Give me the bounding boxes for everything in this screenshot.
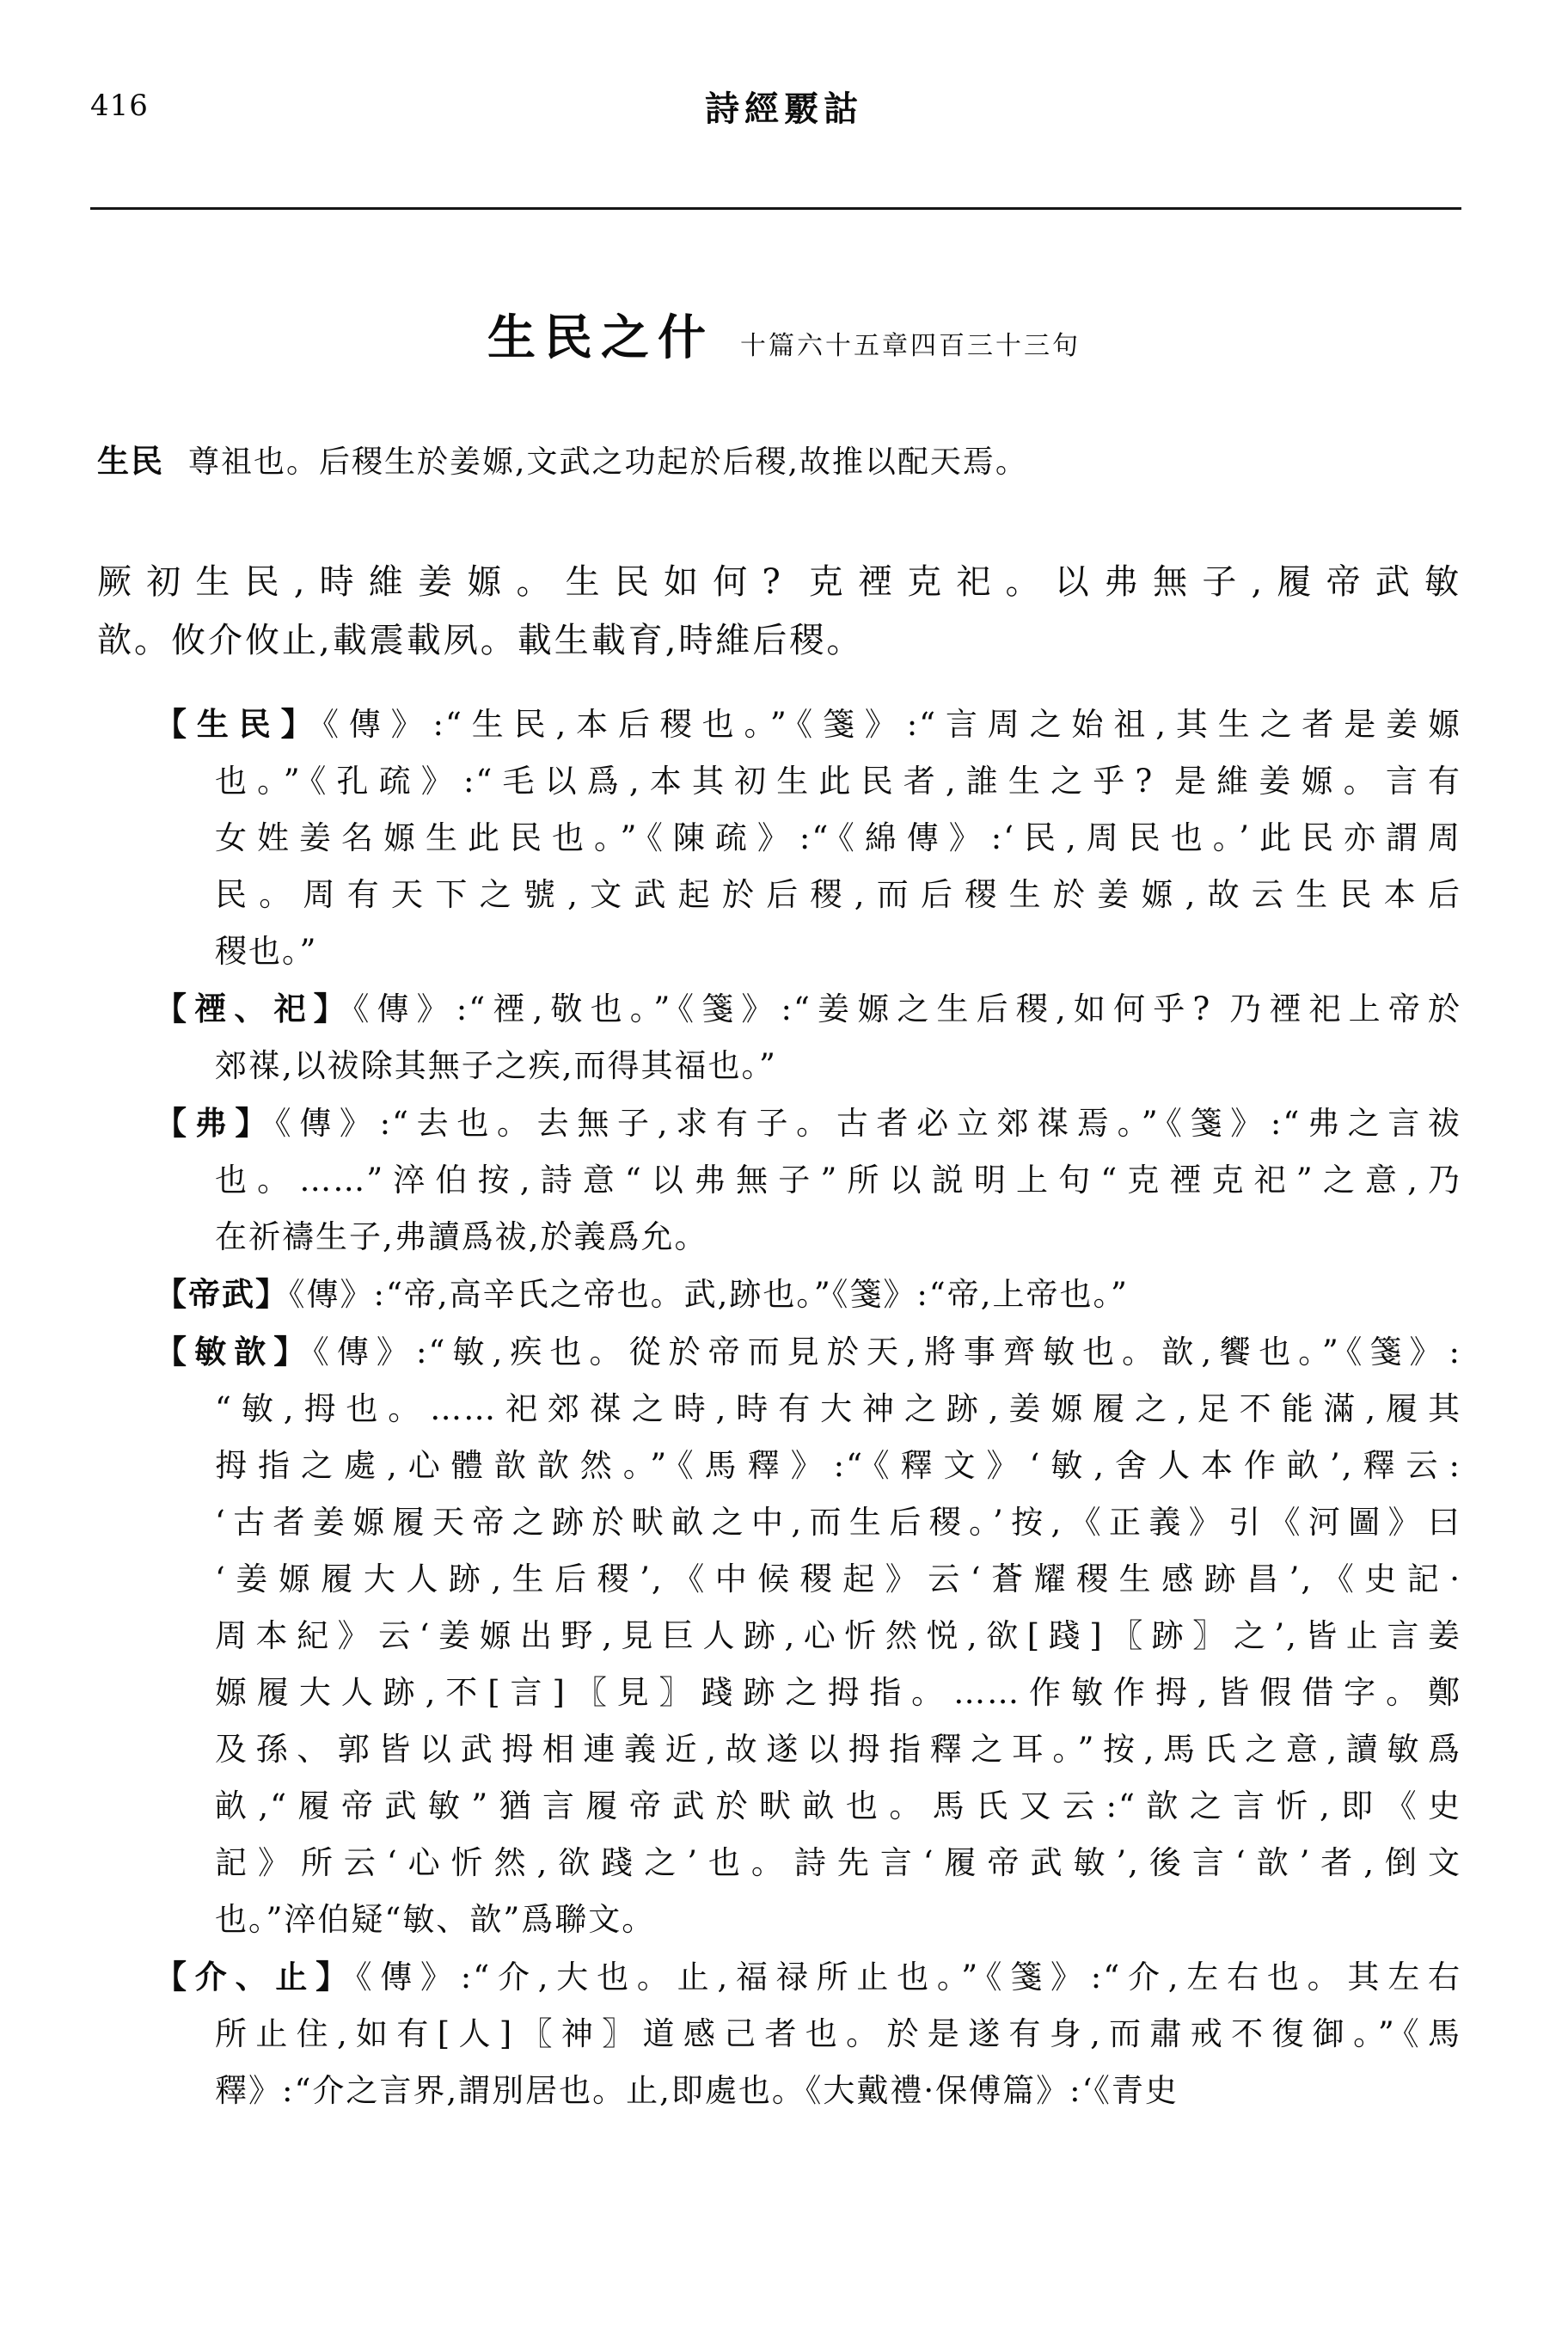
entry-term: 【弗】 [155,1104,276,1142]
commentary-line: 郊禖,以祓除其無子之疾,而得其福也。” [215,1047,777,1084]
commentary-line: 也。”《孔疏》:“毛以爲,本其初生此民者,誰生之乎? 是維姜嫄。言有 [215,763,1461,800]
commentary-line: 【敏歆】《傳》:“敏,疾也。從於帝而見於天,將事齊敏也。歆,饗也。”《箋》: [155,1333,1462,1370]
entry-term: 【帝武】 [155,1275,289,1313]
entry-term: 【介、止】 [155,1958,356,1996]
commentary-line: 女姓姜名嫄生此民也。”《陳疏》:“《綿傳》:‘民,周民也。’此民亦謂周 [215,819,1461,856]
commentary-line: 也。……”淬伯按,詩意“以弗無子”所以説明上句“克禋克祀”之意,乃 [215,1162,1461,1199]
commentary-line: 拇指之處,心體歆歆然。”《馬釋》:“《釋文》‘敏,舍人本作畝’,釋云: [215,1447,1461,1484]
commentary-line: 【生民】《傳》:“生民,本后稷也。”《箋》:“言周之始祖,其生之者是姜嫄 [155,705,1462,743]
commentary-line: 【禋、祀】《傳》:“禋,敬也。”《箋》:“姜嫄之生后稷,如何乎? 乃禋祀上帝於 [155,990,1461,1027]
section-subtitle: 十篇六十五章四百三十三句 [740,331,1081,361]
commentary-entries [97,696,1461,2119]
commentary-entry [97,696,1461,980]
commentary-line: 記》所云‘心忻然,欲踐之’也。詩先言‘履帝武敏’,後言‘歆’者,倒文 [215,1844,1461,1881]
commentary-entry [97,1266,1461,1323]
commentary-line: 【介、止】《傳》:“介,大也。止,福禄所止也。”《箋》:“介,左右也。其左右 [155,1958,1461,1996]
preface [97,439,1461,484]
header-rule [90,207,1461,210]
commentary-line: 在祈禱生子,弗讀爲祓,於義爲允。 [215,1218,708,1255]
section-heading [0,300,1568,369]
entry-term: 【生民】 [155,705,323,743]
verse-line: 歆。攸介攸止,載震載夙。載生載育,時維后稷。 [97,621,864,660]
page-number: 416 [90,89,149,123]
preface-term: 生民 [97,442,164,480]
commentary-entry [97,1323,1461,1948]
entry-term: 【敏歆】 [155,1333,314,1370]
commentary-line: “敏,拇也。……祀郊禖之時,時有大神之跡,姜嫄履之,足不能滿,履其 [215,1390,1461,1427]
commentary-line: 也。”淬伯疑“敏、歆”爲聯文。 [215,1901,656,1938]
commentary-line: 釋》:“介之言界,謂別居也。止,即處也。《大戴禮·保傅篇》:‘《青史 [215,2072,1179,2109]
commentary-line: 嫄履大人跡,不[言]〖見〗踐跡之拇指。……作敏作拇,皆假借字。鄭 [215,1674,1461,1711]
commentary-line: 及孫、郭皆以武拇相連義近,故遂以拇指釋之耳。”按,馬氏之意,讀敏爲 [215,1731,1461,1768]
verse [97,553,1461,670]
entry-term: 【禋、祀】 [155,990,353,1027]
verse-line: 厥初生民,時維姜嫄。生民如何? 克禋克祀。以弗無子,履帝武敏 [97,562,1461,602]
commentary-line: 稷也。” [215,933,318,970]
book-title: 詩經覈詁 [705,89,863,129]
preface-text: 尊祖也。后稷生於姜嫄,文武之功起於后稷,故推以配天焉。 [188,445,1028,480]
commentary-line: 畝,“履帝武敏”猶言履帝武於畎畝也。馬氏又云:“歆之言忻,即《史 [215,1787,1461,1824]
commentary-entry [97,980,1461,1094]
commentary-line: ‘姜嫄履大人跡,生后稷’,《中候稷起》云‘蒼耀稷生感跡昌’,《史記· [215,1560,1461,1597]
commentary-line: 所止住,如有[人]〖神〗道感己者也。於是遂有身,而肅戒不復御。”《馬 [215,2015,1461,2052]
page-header [0,0,1568,129]
commentary-line: 周本紀》云‘姜嫄出野,見巨人跡,心忻然悦,欲[踐]〖跡〗之’,皆止言姜 [215,1617,1461,1654]
commentary-line: ‘古者姜嫄履天帝之跡於畎畝之中,而生后稷。’按,《正義》引《河圖》曰 [215,1504,1461,1541]
commentary-entry [97,1948,1461,2119]
commentary-line: 民。周有天下之號,文武起於后稷,而后稷生於姜嫄,故云生民本后 [215,876,1461,913]
commentary-line: 【帝武】《傳》:“帝,高辛氏之帝也。武,跡也。”《箋》:“帝,上帝也。” [155,1275,1129,1313]
section-title: 生民之什 [487,310,714,366]
commentary-line: 【弗】《傳》:“去也。去無子,求有子。古者必立郊禖焉。”《箋》:“弗之言祓 [155,1104,1461,1142]
commentary-entry [97,1094,1461,1266]
